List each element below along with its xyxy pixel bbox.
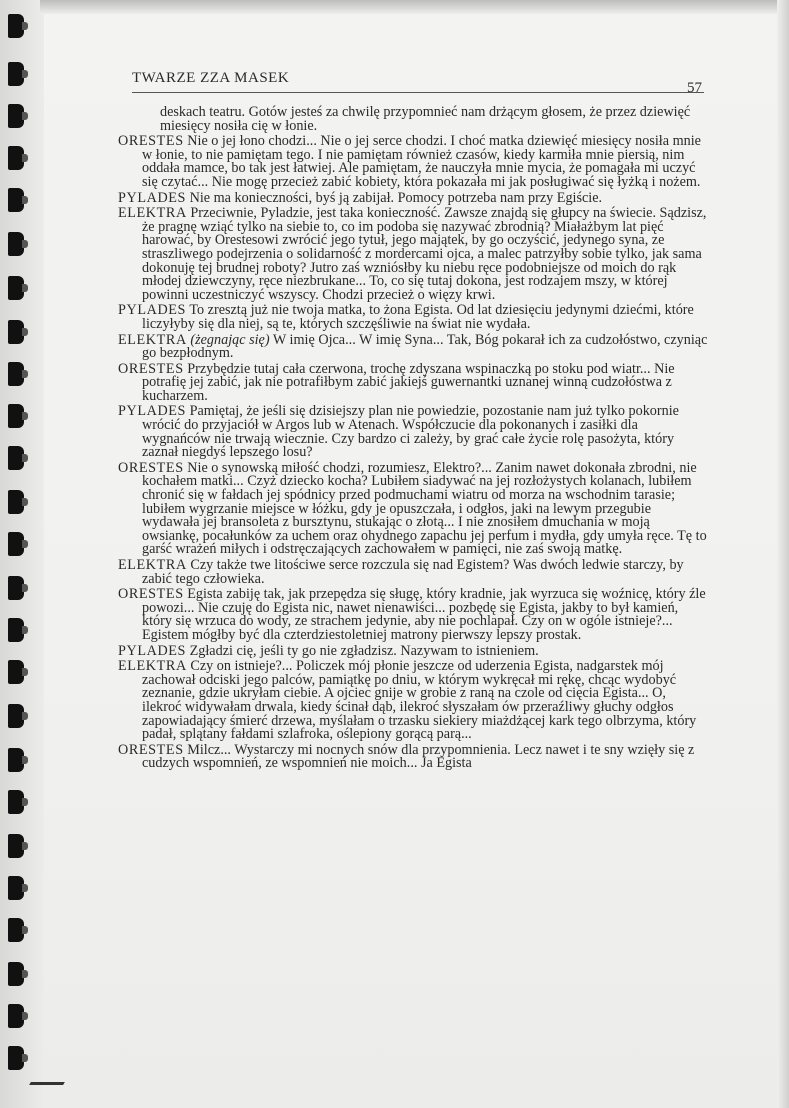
speaker-name: ORESTES: [118, 586, 184, 603]
speaker-name: ELEKTRA: [118, 205, 187, 222]
speech-text: To zresztą już nie twoja matka, to żona Egista. Od lat dziesięciu jedynymi dziećmi, które liczyłyby się dla niej, są te, których szczęśliwie na świat nie wydała.: [142, 302, 694, 332]
binding-ring-icon: [8, 876, 24, 900]
binding-ring-icon: [8, 918, 24, 942]
speaker-name: PYLADES: [118, 302, 187, 319]
speech-text: deskach teatru. Gotów jesteś za chwilę przypomnieć nam drżącym głosem, że przez dziewięć miesięcy nosiła cię w łonie.: [160, 104, 691, 134]
binding-ring-icon: [8, 660, 24, 684]
speaker-name: ELEKTRA: [118, 557, 187, 573]
binding-ring-icon: [8, 446, 24, 470]
speaker-name: PYLADES: [118, 403, 187, 420]
dialogue-line: [118, 588, 708, 642]
binding-ring-icon: [8, 276, 24, 300]
speaker-name: PYLADES: [118, 642, 187, 659]
dialogue-line: [118, 304, 708, 331]
binding-ring-icon: [8, 232, 24, 256]
top-edge-shadow: [40, 0, 789, 14]
speaker-name: ORESTES: [118, 459, 184, 476]
binding-ring-icon: [8, 320, 24, 344]
speech-text: Pamiętaj, że jeśli się dzisiejszy plan nie powiedzie, pozostanie nam już tylko pokornie wrócić do przyjaciół w Argos lub w Atenach. Współczucie dla pokonanych i zasiłki dla wygnańców nie trwają wiecznie. Czy bardzo ci zależy, by grać całe życie rolę pasożyta, który zaznał niegdyś lepszego losu?: [142, 403, 679, 461]
speaker-name: ORESTES: [118, 360, 184, 377]
speaker-name: PYLADES: [118, 189, 187, 206]
page-number: 57: [687, 80, 702, 96]
speaker-name: ELEKTRA: [118, 658, 187, 675]
dialogue-line: [118, 331, 708, 362]
binding-ring-icon: [8, 404, 24, 428]
binding-spine: [0, 0, 44, 1108]
binding-ring-icon: [8, 104, 24, 128]
speech-text: Nie o jej łono chodzi... Nie o jej serce chodzi. I choć matka dziewięć miesięcy nosiła mnie w łonie, to nie pamiętam tego. I nie pamiętam również czasów, kiedy karmiła mnie piersią, nim oddała mamce, bo tak jest łatwiej. Ale pamiętam, że nauczyła mnie mycia, że pomagała mi uczyć się czytać... Nie mogę przecież zabić kobiety, która pokazała mi jak posługiwać się łyżką i nożem.: [142, 133, 701, 190]
dialogue-line: [118, 642, 708, 659]
speech-text: Zgładzi cię, jeśli ty go nie zgładzisz. Nazywam to istnieniem.: [189, 642, 539, 659]
binding-ring-icon: [8, 1046, 24, 1070]
right-edge-shadow: [777, 0, 789, 1108]
continued-passage: [118, 106, 708, 133]
binding-ring-icon: [8, 362, 24, 386]
dialogue-line: [118, 459, 708, 558]
dialogue-line: [118, 405, 708, 459]
dialogue-line: [118, 135, 708, 189]
binding-ring-icon: [8, 748, 24, 772]
speech-text: Milcz... Wystarczy mi nocnych snów dla przypomnienia. Lecz nawet i te sny wzięły się z cudzych wspomnień, ze wspomnień nie moich... Ja Egista: [142, 741, 695, 772]
dialogue-line: [118, 360, 708, 404]
binding-ring-icon: [8, 146, 24, 170]
binding-ring-icon: [8, 188, 24, 212]
running-title: TWARZE ZZA MASEK: [132, 70, 290, 86]
dialogue-line: [118, 207, 708, 302]
speech-text: Nie ma konieczności, byś ją zabijał. Pomocy potrzeba nam przy Egiście.: [189, 189, 603, 206]
dialogue-line: [118, 660, 708, 742]
binding-ring-icon: [8, 704, 24, 728]
dialogue-body: [118, 106, 708, 773]
binding-ring-icon: [8, 618, 24, 642]
margin-mark: [29, 1082, 65, 1085]
speaker-name: ORESTES: [118, 741, 184, 758]
binding-ring-icon: [8, 490, 24, 514]
binding-ring-icon: [8, 576, 24, 600]
stage-direction: (żegnając się): [190, 331, 270, 348]
speech-text: W imię Ojca... W imię Syna... Tak, Bóg pokarał ich za cudzołóstwo, czyniąc go bezpłodnym.: [142, 331, 708, 362]
speech-text: Czy także twe litościwe serce rozczula się nad Egistem? Was dwóch ledwie starczy, by zabić tego człowieka.: [142, 557, 684, 587]
binding-ring-icon: [8, 532, 24, 556]
page-header: [132, 70, 704, 96]
speech-text: Nie o synowską miłość chodzi, rozumiesz, Elektro?... Zanim nawet dokonała zbrodni, nie kochałem matki... Czyż dziecko kocha? Lubiłem siadywać na jej rozłożystych kolanach, lubiłem chronić się w fałdach jej spódnicy przed podmuchami wiatru od morza na wschodnim tarasie; lubiłem wygrzanie miejsce w łóżku, gdy je opuszczała, i odgłos, jaki na lewym przegubie wydawała jej bransoleta z bursztynu, stukając o złotą... I nie znosiłem dmuchania w moją owsiankę, pocałunków za uchem oraz ohydnego zapachu jej perfum i mydła, gdy umyła ręce. Tę to garść wrażeń miłych i odstręczających zachowałem w pamięci, nie zaś swoją matkę.: [142, 459, 707, 558]
speech-text: Przybędzie tutaj cała czerwona, trochę zdyszana wspinaczką po stoku pod wiatr... Nie potrafię jej zabić, jak nie potrafiłbym zabić jakiejś guwernantki uznanej winną cudzołóstwa z kucharzem.: [142, 360, 675, 404]
binding-ring-icon: [8, 62, 24, 86]
speech-text: Przeciwnie, Pyladzie, jest taka konieczność. Zawsze znajdą się głupcy na świecie. Sądzisz, że pragnę wziąć tylko na siebie to, co im podoba się nazywać zbrodnią? Miałażbym lat pięć harować, by Orestesowi zwrócić jego tytuł, jego majątek, by go oczyścić, jedynego syna, ze straszliwego podejrzenia o solidarność z mordercami ojca, a malec patrzyłby sobie tylko, jak sama dokonuję tej brudnej roboty? Jutro zaś wzniósłby ku niebu ręce podobniejsze od moich do rąk młodej dziewczyny, ręce niezbrukane... To, co się tutaj dokona, jest rodzajem mszy, w której powinni uczestniczyć wszyscy. Chodzi przecież o więzy krwi.: [142, 205, 707, 303]
speaker-name: ORESTES: [118, 133, 184, 150]
binding-ring-icon: [8, 1004, 24, 1028]
dialogue-line: [118, 741, 708, 772]
dialogue-line: [118, 559, 708, 586]
speech-text: Egista zabiję tak, jak przepędza się sługę, który kradnie, jak wyrzuca się woźnicę, który źle powozi... Nie czuję do Egista nic, nawet nienawiści... pozbędę się Egista, jakby to był kamień, który się wrzuca do wody, ze strachem jedynie, aby nie pochlapał. Czy on w ogóle istnieje?... Egistem mógłby być dla czterdziestoletniej matrony pierwszy lepszy prostak.: [142, 586, 706, 643]
binding-ring-icon: [8, 834, 24, 858]
binding-ring-icon: [8, 962, 24, 986]
speech-text: Czy on istnieje?... Policzek mój płonie jeszcze od uderzenia Egista, nadgarstek mój zachował odciski jego palców, pamiątkę po dniu, w którym wykręcał mi rękę, chcąc wydobyć zeznanie, gdzie ukryłam ciebie. A ojciec gnije w grobie z raną na czole od cięcia Egista... O, ilekroć widywałam drwala, kiedy ścinał dąb, ilekroć słyszałam ów przeraźliwy głuchy odgłos zapowiadający śmierć drzewa, myślałam o trzasku siekiery miażdżącej kark tego olbrzyma, który padał, splątany fałdami szlafroka, oślepiony gorącą parą...: [142, 658, 697, 743]
dialogue-line: [118, 189, 708, 206]
binding-ring-icon: [8, 14, 24, 38]
speaker-name: ELEKTRA: [118, 331, 187, 348]
binding-ring-icon: [8, 790, 24, 814]
